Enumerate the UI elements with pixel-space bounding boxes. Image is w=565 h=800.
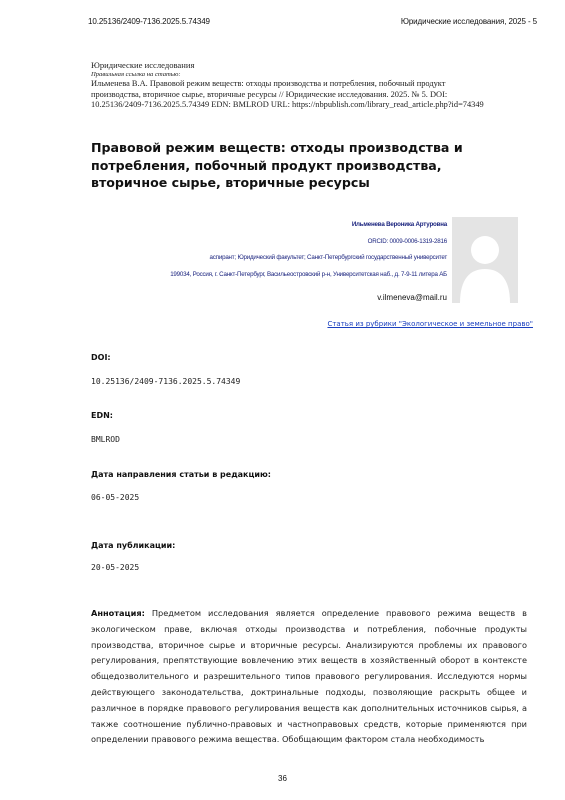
rubric-link[interactable]: Статья из рубрики "Экологическое и земельное право" bbox=[327, 320, 533, 328]
author-name: Ильменева Вероника Артуровна bbox=[351, 221, 447, 228]
author-photo bbox=[452, 217, 518, 303]
published-value: 20-05-2025 bbox=[91, 563, 140, 572]
citation-line-2: производства, вторичное сырье, вторичные ресурсы // Юридические исследования. 2025. № 5. DOI: bbox=[91, 89, 448, 99]
citation-line-3: 10.25136/2409-7136.2025.5.74349 EDN: BMLROD URL: https://nbpublish.com/library_read_article.php?id=74349 bbox=[91, 100, 484, 110]
article-title: Правовой режим веществ: отходы производства и потребления, побочный продукт производства, вторичное сырье, вторичные ресурсы bbox=[91, 140, 463, 190]
author-email: v.ilmeneva@mail.ru bbox=[377, 293, 447, 302]
submitted-label: Дата направления статьи в редакцию: bbox=[91, 470, 271, 479]
header-doi: 10.25136/2409-7136.2025.5.74349 bbox=[88, 17, 210, 26]
abstract-label: Аннотация: bbox=[91, 608, 145, 618]
doi-label: DOI: bbox=[91, 353, 111, 362]
author-address: 199034, Россия, г. Санкт-Петербург, Васильеостровский р-н, Университетская наб., д. 7-9-11 литера АБ bbox=[170, 271, 447, 278]
citation-journal: Юридические исследования bbox=[91, 60, 195, 70]
page-number: 36 bbox=[278, 774, 287, 783]
citation-block bbox=[91, 60, 511, 111]
edn-value: BMLROD bbox=[91, 435, 120, 444]
edn-label: EDN: bbox=[91, 411, 113, 420]
author-orcid: ORCID: 0009-0006-1319-2816 bbox=[367, 238, 447, 245]
doi-value: 10.25136/2409-7136.2025.5.74349 bbox=[91, 377, 241, 386]
header-journal-issue: Юридические исследования, 2025 - 5 bbox=[400, 17, 537, 26]
citation-line-1: Ильменева В.А. Правовой режим веществ: отходы производства и потребления, побочный продукт bbox=[91, 79, 446, 89]
abstract bbox=[91, 606, 527, 748]
abstract-text: Предметом исследования является определение правового режима веществ в экологическом праве, включая отходы производства и потребления, побочные продукты производства, вторичное сырье и вторичные ресурсы. Анализируются проблемы их правового регулирования, препятствующие вовлечению этих веществ в хозяйственный оборот в контексте общедозволительного и разрешительного типов правового регулирования. Исследуются нормы действующего законодательства, доктринальные подходы, позволяющие раскрыть общее и различное в порядке правового регулирования веществ как дополнительных источников сырья, а также соотношение публично-правовых и частноправовых средств, которые применяются при определении правового режима вещества. Обобщающим фактором стала необходимость bbox=[91, 608, 527, 745]
submitted-value: 06-05-2025 bbox=[91, 493, 140, 502]
person-silhouette-icon bbox=[452, 217, 518, 303]
author-affiliation: аспирант; Юридический факультет; Санкт-Петербургский государственный университет bbox=[209, 254, 447, 261]
citation-hint: Правильная ссылка на статью: bbox=[91, 71, 181, 79]
published-label: Дата публикации: bbox=[91, 541, 176, 550]
